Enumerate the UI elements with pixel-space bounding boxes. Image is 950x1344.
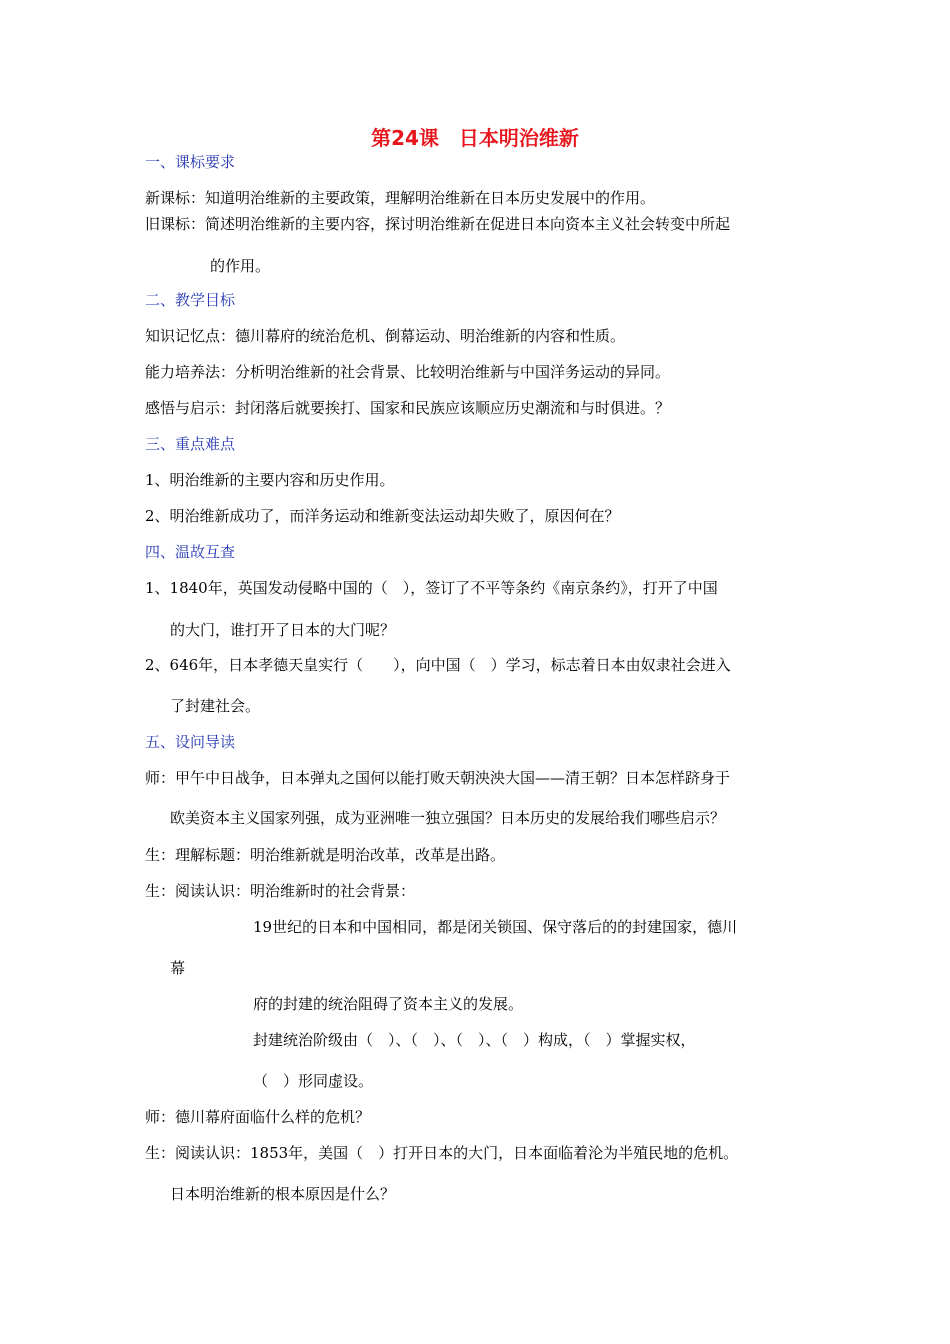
text-line: 的大门，谁打开了日本的大门呢？ <box>170 621 396 639</box>
text-line: 新课标：知道明治维新的主要政策，理解明治维新在日本历史发展中的作用。 <box>145 189 656 207</box>
text-line: 1、1840年，英国发动侵略中国的（ ），签订了不平等条约《南京条约》，打开了中国 <box>145 579 718 597</box>
text-line: 能力培养法：分析明治维新的社会背景、比较明治维新与中国洋务运动的异同。 <box>145 363 671 381</box>
text-line: 师：甲午中日战争，日本弹丸之国何以能打败天朝泱泱大国——清王朝？日本怎样跻身于 <box>145 769 731 787</box>
text-line: 师：德川幕府面临什么样的危机？ <box>145 1108 371 1126</box>
section-number: 三、 <box>145 435 176 453</box>
section-title: 温故互查 <box>175 543 236 561</box>
section-heading-2 <box>145 290 235 310</box>
text-line: 旧课标：简述明治维新的主要内容，探讨明治维新在促进日本向资本主义社会转变中所起 <box>145 215 731 233</box>
section-number: 二、 <box>145 291 176 309</box>
text-line: 幕 <box>170 959 186 977</box>
text-line: 日本明治维新的根本原因是什么？ <box>170 1185 396 1203</box>
text-line: 2、明治维新成功了，而洋务运动和维新变法运动却失败了，原因何在？ <box>145 507 620 525</box>
section-title: 设问导读 <box>175 733 236 751</box>
section-number: 一、 <box>145 153 176 171</box>
text-line: 生：阅读认识：明治维新时的社会背景： <box>145 882 416 900</box>
text-line: 了封建社会。 <box>170 697 261 715</box>
text-line: 感悟与启示：封闭落后就要挨打、国家和民族应该顺应历史潮流和与时俱进。？ <box>145 399 671 417</box>
text-line: 欧美资本主义国家列强，成为亚洲唯一独立强国？日本历史的发展给我们哪些启示？ <box>170 809 726 827</box>
text-line: 知识记忆点：德川幕府的统治危机、倒幕运动、明治维新的内容和性质。 <box>145 327 626 345</box>
text-line: 生：阅读认识：1853年，美国（ ）打开日本的大门，日本面临着沦为半殖民地的危机。 <box>145 1144 739 1162</box>
text-line: 1、明治维新的主要内容和历史作用。 <box>145 471 395 489</box>
text-line: （ ）形同虚设。 <box>253 1072 374 1090</box>
text-line: 19世纪的日本和中国相同，都是闭关锁国、保守落后的的封建国家，德川 <box>253 918 738 936</box>
section-heading-1 <box>145 152 235 172</box>
section-title: 重点难点 <box>175 435 236 453</box>
text-line: 2、646年，日本孝德天皇实行（ ），向中国（ ）学习，标志着日本由奴隶社会进入 <box>145 656 731 674</box>
section-number: 五、 <box>145 733 176 751</box>
text-line: 封建统治阶级由（ ）、（ ）、（ ）、（ ）构成，（ ）掌握实权， <box>253 1031 696 1049</box>
section-number: 四、 <box>145 543 176 561</box>
section-title: 教学目标 <box>175 291 236 309</box>
text-line: 府的封建的统治阻碍了资本主义的发展。 <box>253 995 524 1013</box>
section-title: 课标要求 <box>175 153 236 171</box>
page-title: 第24课 日本明治维新 <box>371 126 579 150</box>
section-heading-3 <box>145 434 235 454</box>
text-line: 生：理解标题：明治维新就是明治改革，改革是出路。 <box>145 846 506 864</box>
section-heading-4 <box>145 542 235 562</box>
text-line: 的作用。 <box>210 257 271 275</box>
section-heading-5 <box>145 732 235 752</box>
